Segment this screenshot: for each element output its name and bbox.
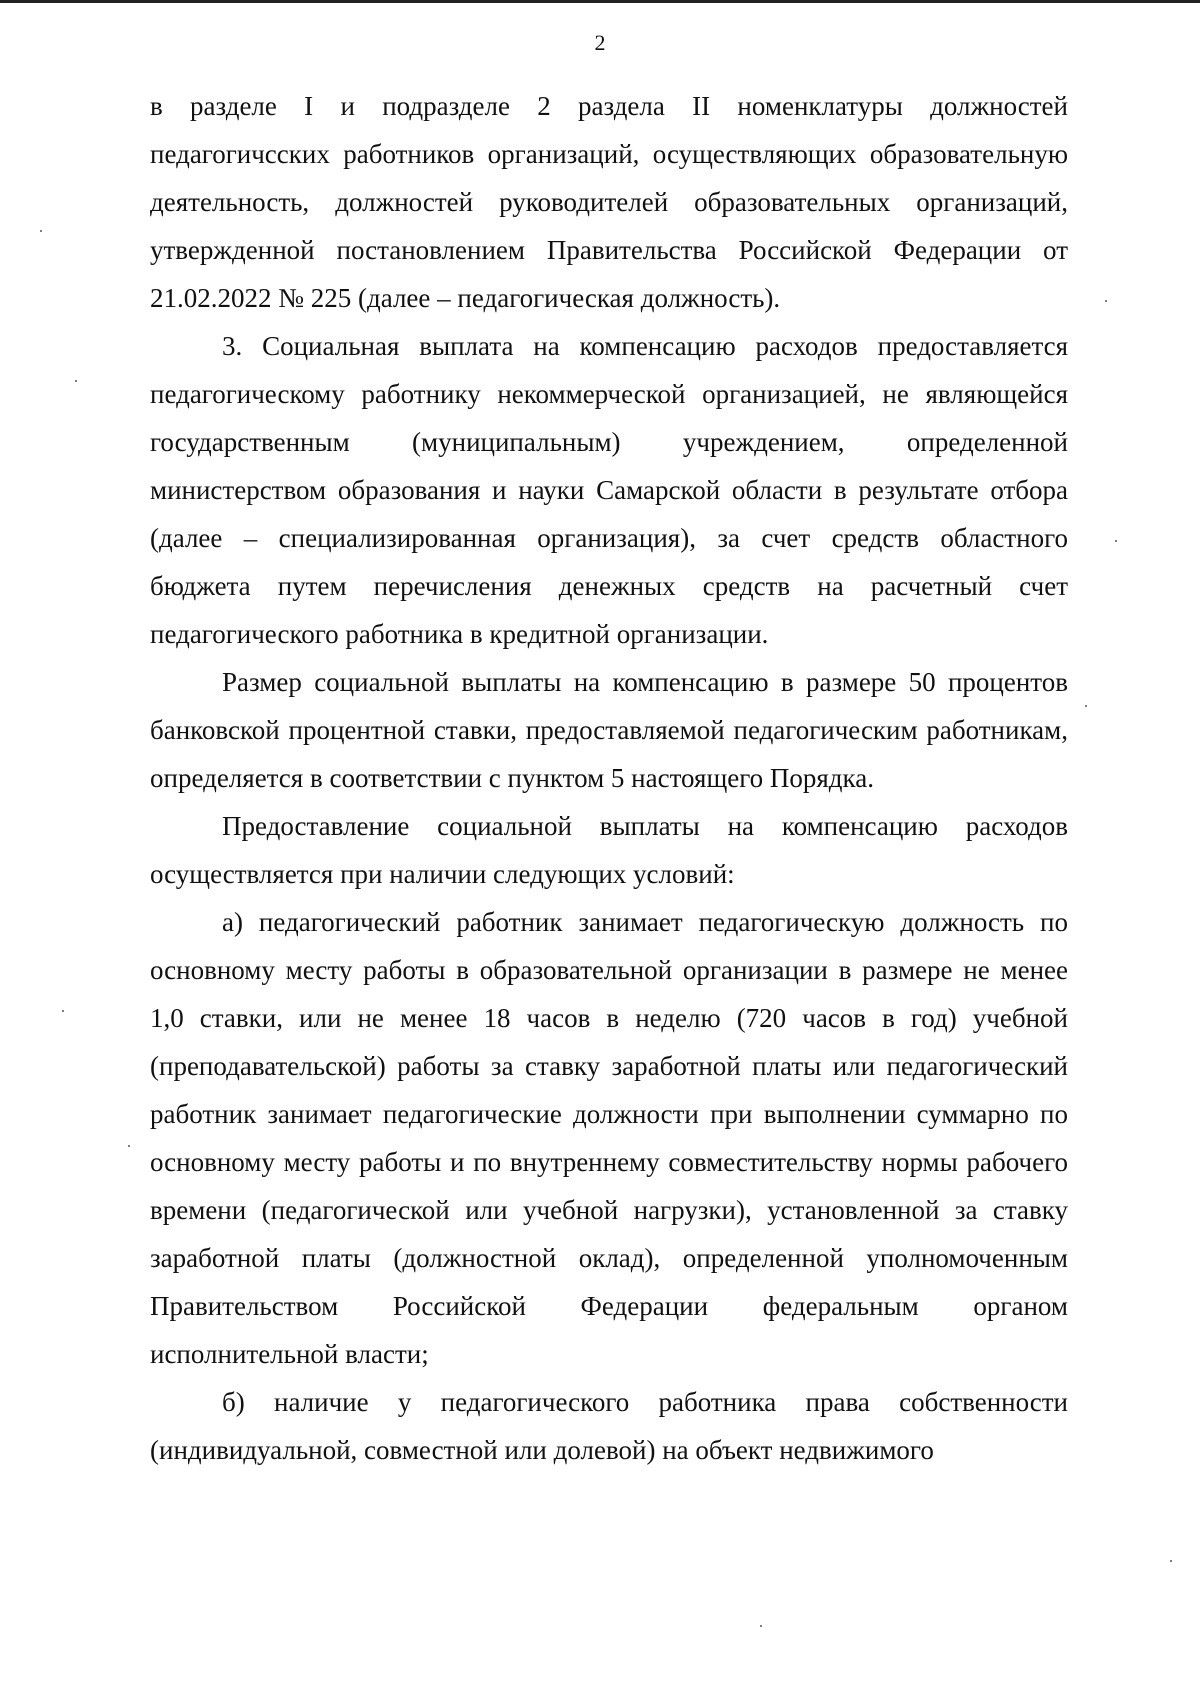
paragraph-payment-size: Размер социальной выплаты на компенсацию в размере 50 процентов банковской процентной ставки, предоставляемой педагогическим работникам, определяется в соответствии с пунктом 5 настоящего Порядка. xyxy=(150,667,1068,793)
paragraph-item-3: 3. Социальная выплата на компенсацию расходов предоставляется педагогическому работнику некоммерческой организацией, не являющейся государственным (муниципальным) учреждением, определенной министерством образования и науки Самарской области в результате отбора (далее – специализированная организация), за счет средств областного бюджета путем перечисления денежных средств на расчетный счет педагогического работника в кредитной организации. xyxy=(150,331,1068,649)
paragraph-conditions-intro: Предоставление социальной выплаты на компенсацию расходов осуществляется при наличии следующих условий: xyxy=(150,811,1068,889)
scan-speck xyxy=(1115,540,1117,542)
scan-speck xyxy=(40,230,42,232)
scan-top-edge xyxy=(0,0,1200,3)
scan-speck xyxy=(760,1625,762,1627)
scan-speck xyxy=(75,380,77,382)
scan-speck xyxy=(62,1010,64,1012)
scan-speck xyxy=(1085,705,1087,707)
document-body xyxy=(150,82,1068,1474)
page-number: 2 xyxy=(594,30,606,55)
scan-speck xyxy=(1170,1560,1172,1562)
paragraph-continuation: в разделе I и подразделе 2 раздела II номенклатуры должностей педагогичсских работников организаций, осуществляющих образовательную деятельность, должностей руководителей образовательных организаций, утвержденной постановлением Правительства Российской Федерации от 21.02.2022 № 225 (далее – педагогическая должность). xyxy=(150,91,1068,313)
paragraph-condition-a: а) педагогический работник занимает педагогическую должность по основному месту работы в образовательной организации в размере не менее 1,0 ставки, или не менее 18 часов в неделю (720 часов в год) учебной (преподавательской) работы за ставку заработной платы или педагогический работник занимает педагогические должности при выполнении суммарно по основному месту работы и по внутреннему совместительству нормы рабочего времени (педагогической или учебной нагрузки), установленной за ставку заработной платы (должностной оклад), определенной уполномоченным Правительством Российской Федерации федеральным органом исполнительной власти; xyxy=(150,907,1068,1369)
scan-speck xyxy=(1105,300,1107,302)
paragraph-condition-b: б) наличие у педагогического работника права собственности (индивидуальной, совместной или долевой) на объект недвижимого xyxy=(150,1387,1068,1465)
scan-speck xyxy=(128,1145,130,1147)
